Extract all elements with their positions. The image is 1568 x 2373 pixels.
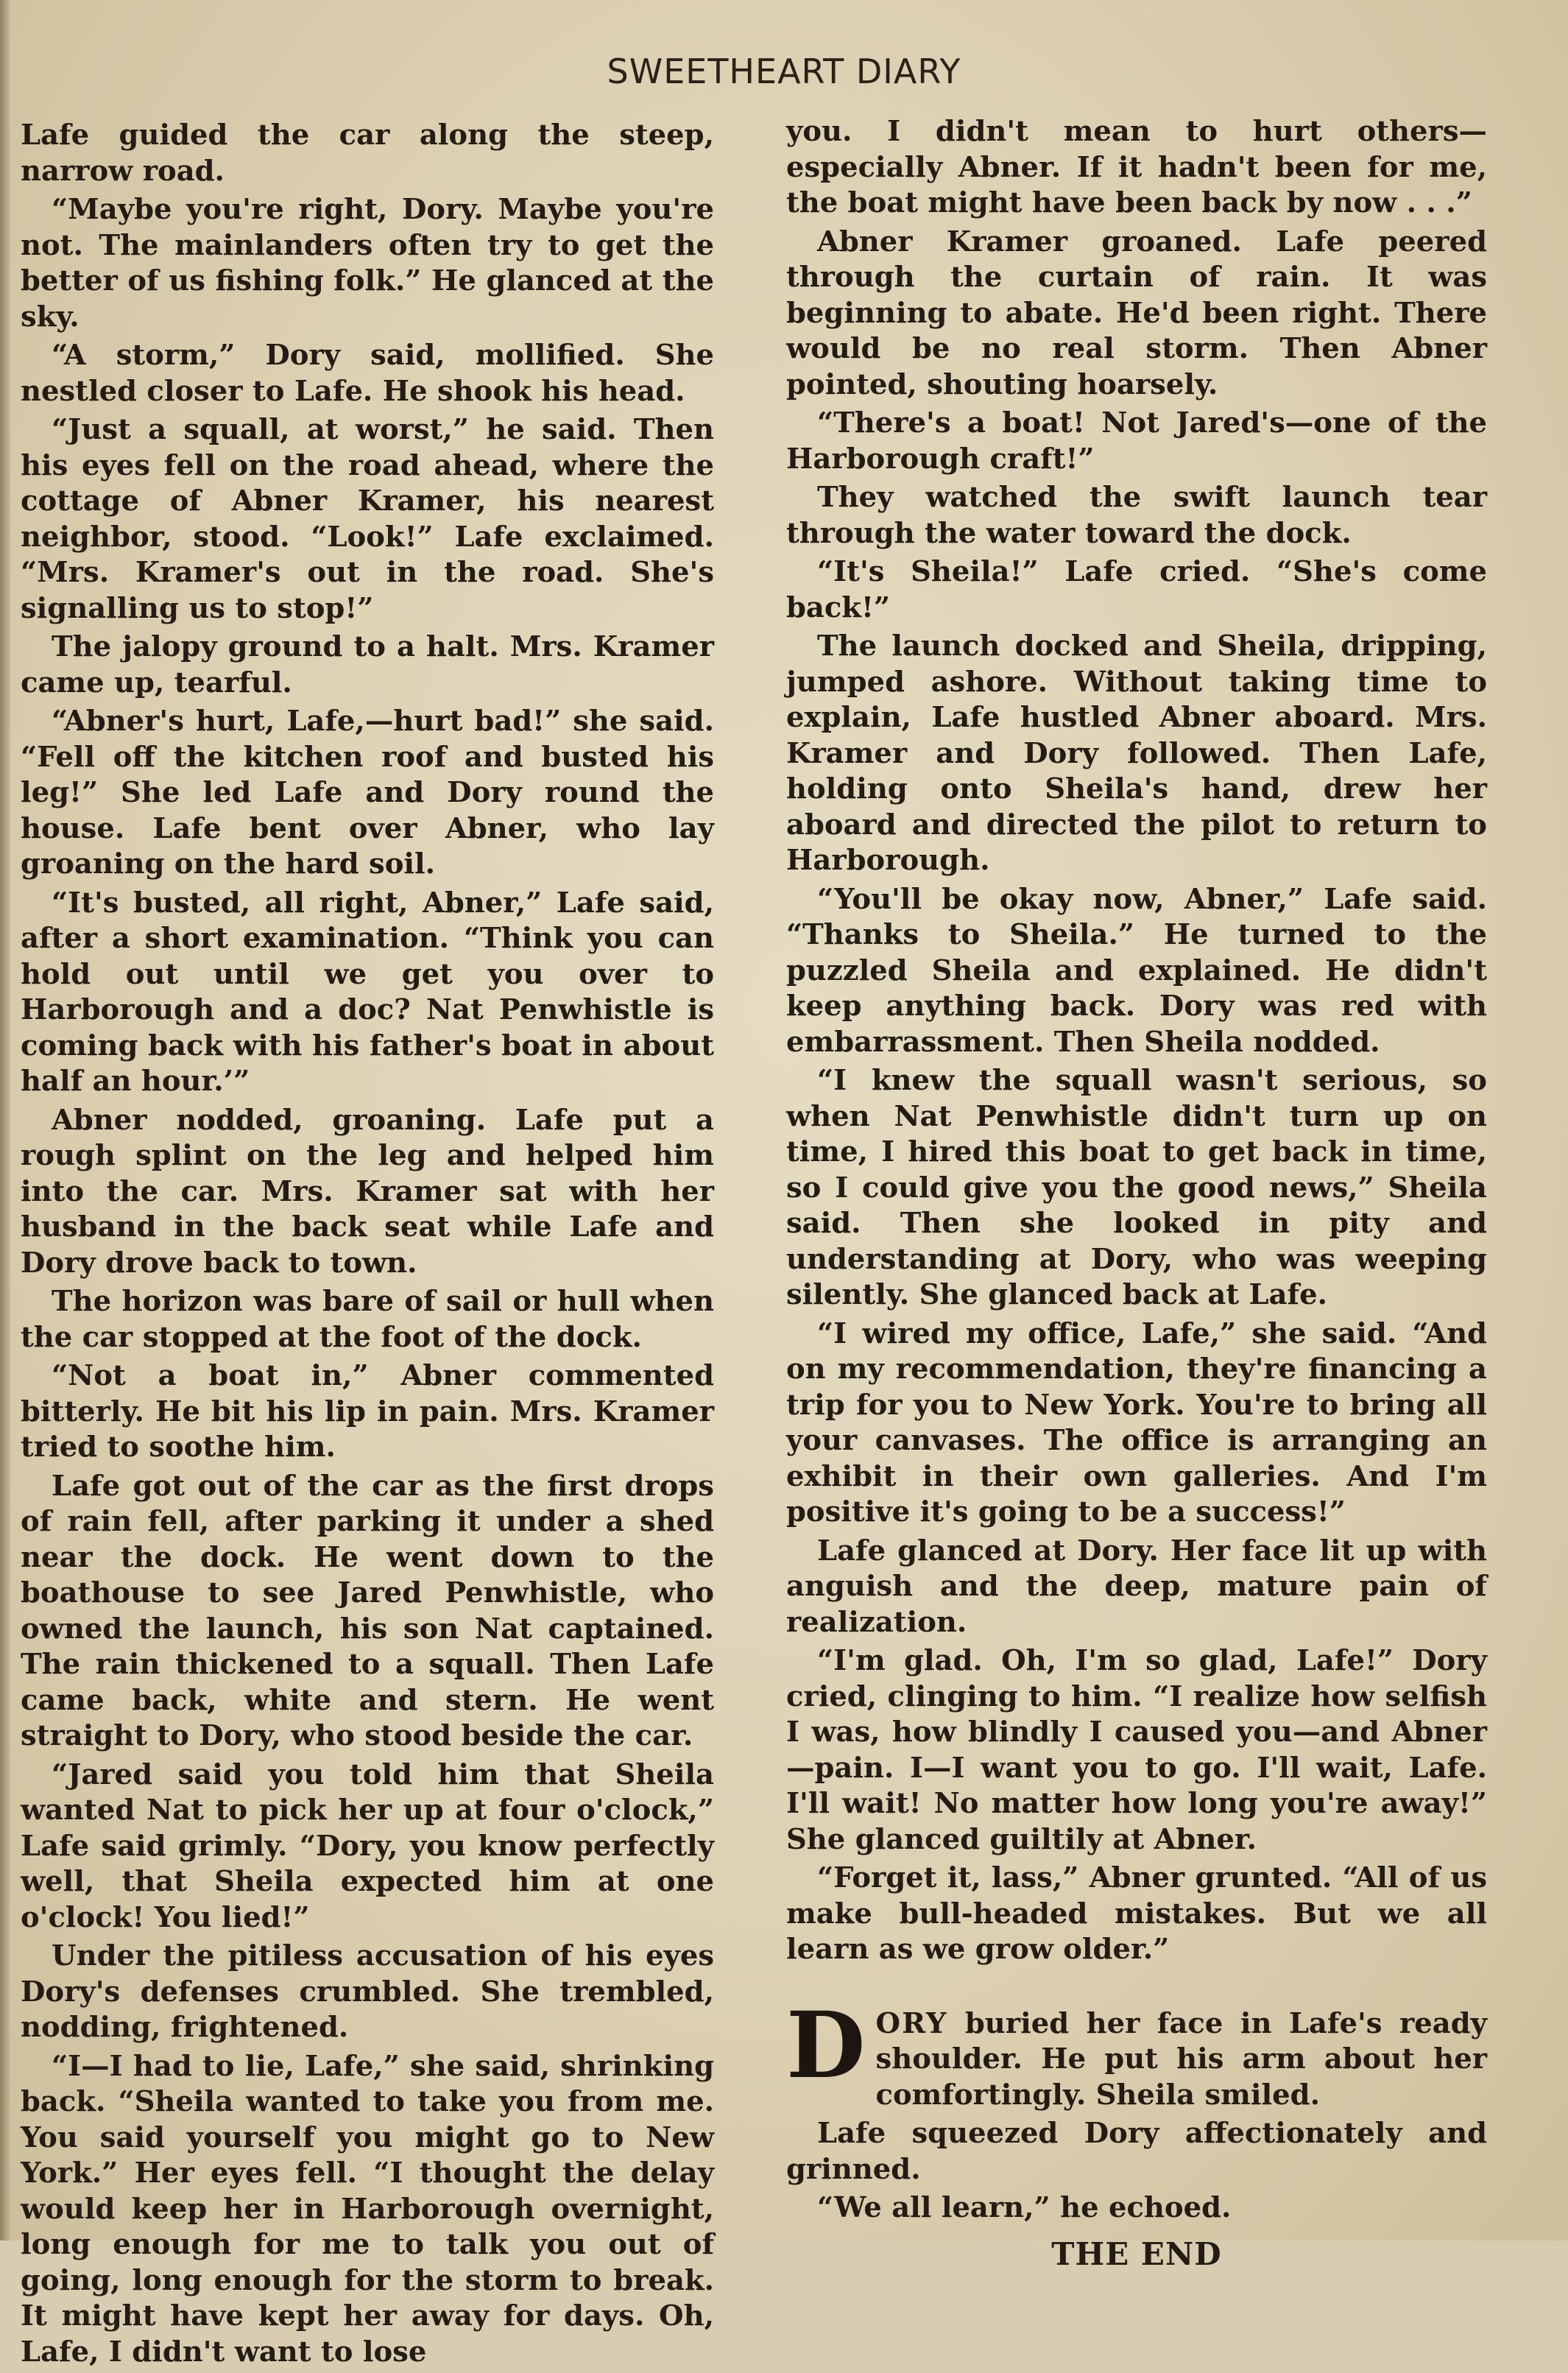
running-head: SWEETHEART DIARY xyxy=(607,52,961,91)
paragraph: “Jared said you told him that Sheila wanted Nat to pick her up at four o'clock,” Lafe said grimly. “Dory, you know perfectly well, that Sheila expected him at one o'clock! You lied!” xyxy=(21,1757,714,1934)
paragraph: Under the pitiless accusation of his eyes Dory's defenses crumbled. She trembled, nodding, frightened. xyxy=(21,1939,714,2044)
page-binding-edge xyxy=(0,0,10,2240)
paragraph: Lafe squeezed Dory affectionately and grinned. xyxy=(786,2117,1487,2186)
paragraph: “We all learn,” he echoed. xyxy=(817,2191,1232,2224)
paragraph: “I—I had to lie, Lafe,” she said, shrinking back. “Sheila wanted to take you from me. You said yourself you might go to New York.” Her eyes fell. “I thought the delay would keep her in Harborough overnight, long enough for me to talk you out of going, long enough for the storm to break. It might have kept her away for days. Oh, Lafe, I didn't want to lose xyxy=(21,2049,714,2369)
paragraph: “Just a squall, at worst,” he said. Then his eyes fell on the road ahead, where the cottage of Abner Kramer, his nearest neighbor, stood. “Look!” Lafe exclaimed. “Mrs. Kramer's out in the road. She's signalling us to stop!” xyxy=(21,413,714,625)
paragraph: The jalopy ground to a halt. Mrs. Kramer came up, tearful. xyxy=(21,630,714,699)
paragraph: Abner Kramer groaned. Lafe peered through the curtain of rain. It was beginning to abate. He'd been right. There would be no real storm. Then Abner pointed, shouting hoarsely. xyxy=(786,225,1487,401)
paragraph: Lafe glanced at Dory. Her face lit up with anguish and the deep, mature pain of realization. xyxy=(786,1534,1487,1639)
left-column xyxy=(21,118,714,2373)
paragraph: you. I didn't mean to hurt others—especially Abner. If it hadn't been for me, the boat might have been back by now . . .” xyxy=(786,115,1487,219)
paragraph: “Abner's hurt, Lafe,—hurt bad!” she said. “Fell off the kitchen roof and busted his leg!” She led Lafe and Dory round the house. Lafe bent over Abner, who lay groaning on the hard soil. xyxy=(21,705,714,881)
paragraph: Abner nodded, groaning. Lafe put a rough splint on the leg and helped him into the car. Mrs. Kramer sat with her husband in the back seat while Lafe and Dory drove back to town. xyxy=(21,1103,714,1280)
paragraph: “Not a boat in,” Abner commented bitterly. He bit his lip in pain. Mrs. Kramer tried to soothe him. xyxy=(21,1359,714,1464)
paragraph: “It's Sheila!” Lafe cried. “She's come back!” xyxy=(786,555,1487,624)
paragraph: “Forget it, lass,” Abner grunted. “All of us make bull-headed mistakes. But we all learn as we grow older.” xyxy=(786,1861,1487,1966)
paragraph: “A storm,” Dory said, mollified. She nestled closer to Lafe. He shook his head. xyxy=(21,339,714,408)
paragraph: “I wired my office, Lafe,” she said. “And on my recommendation, they're financing a trip for you to New York. You're to bring all your canvases. The office is arranging an exhibit in their own galleries. And I'm positive it's going to be a success!” xyxy=(786,1316,1487,1528)
paragraph: “It's busted, all right, Abner,” Lafe said, after a short examination. “Think you can hold out until we get you over to Harborough and a doc? Nat Penwhistle is coming back with his father's boat in about half an hour.’” xyxy=(21,886,714,1098)
dropcap-paragraph xyxy=(786,1992,1487,2114)
drop-cap-initial: D xyxy=(786,1992,866,2099)
paragraph: “There's a boat! Not Jared's—one of the Harborough craft!” xyxy=(786,406,1487,476)
paragraph: “You'll be okay now, Abner,” Lafe said. “Thanks to Sheila.” He turned to the puzzled Sheila and explained. He didn't keep anything back. Dory was red with embarrassment. Then Sheila nodded. xyxy=(786,882,1487,1059)
right-column xyxy=(786,114,1487,2272)
paragraph: Lafe guided the car along the steep, narrow road. xyxy=(21,119,714,188)
paragraph: “I knew the squall wasn't serious, so when Nat Penwhistle didn't turn up on time, I hired this boat to get back in time, so I could give you the good news,” Sheila said. Then she looked in pity and understanding at Dory, who was weeping silently. She glanced back at Lafe. xyxy=(786,1064,1487,1311)
dropcap-paragraph-text: buried her face in Lafe's ready shoulder. He put his arm about her comfortingly. Sheila smiled. xyxy=(875,2006,1487,2112)
the-end-label: THE END xyxy=(1051,2235,1222,2272)
paragraph: The launch docked and Sheila, dripping, jumped ashore. Without taking time to explain, Lafe hustled Abner aboard. Mrs. Kramer and Dory followed. Then Lafe, holding onto Sheila's hand, drew her aboard and directed the pilot to return to Harborough. xyxy=(786,630,1487,877)
drop-cap-smallcaps: ORY xyxy=(875,2006,948,2040)
paragraph: Lafe got out of the car as the first drops of rain fell, after parking it under a shed near the dock. He went down to the boathouse to see Jared Penwhistle, who owned the launch, his son Nat captained. The rain thickened to a squall. Then Lafe came back, white and stern. He went straight to Dory, who stood beside the car. xyxy=(21,1469,714,1752)
paragraph: The horizon was bare of sail or hull when the car stopped at the foot of the dock. xyxy=(21,1285,714,1354)
paragraph: “I'm glad. Oh, I'm so glad, Lafe!” Dory cried, clinging to him. “I realize how selfish I was, how blindly I caused you—and Abner—pain. I—I want you to go. I'll wait, Lafe. I'll wait! No matter how long you're away!” She glanced guiltily at Abner. xyxy=(786,1644,1487,1856)
paragraph: They watched the swift launch tear through the water toward the dock. xyxy=(786,481,1487,550)
paragraph: “Maybe you're right, Dory. Maybe you're not. The mainlanders often try to get the better of us fishing folk.” He glanced at the sky. xyxy=(21,193,714,334)
